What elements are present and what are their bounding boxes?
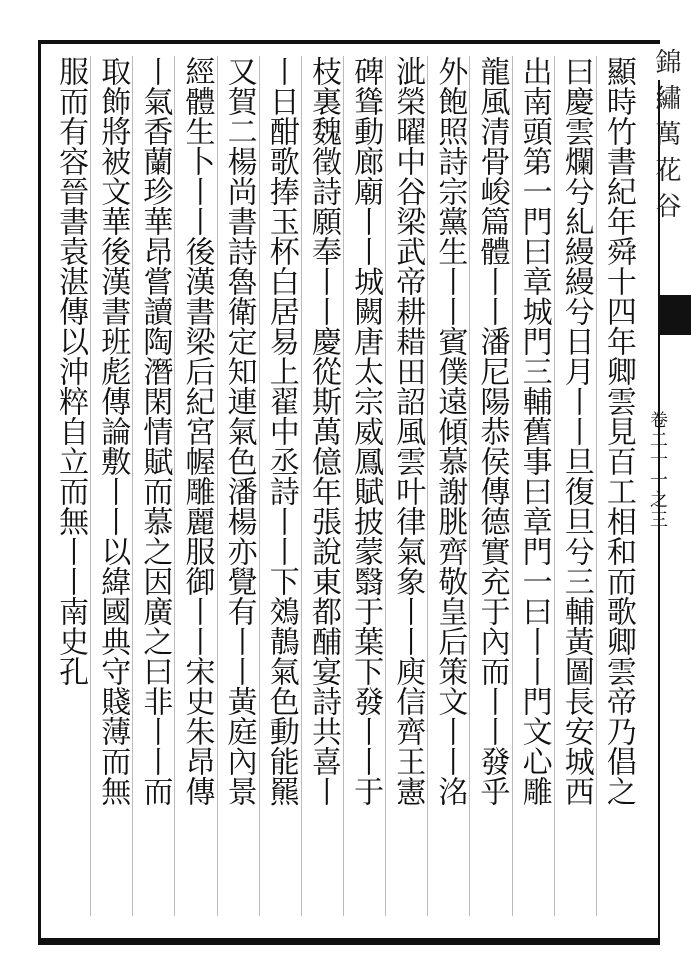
text-column: 又賀二楊尚書詩魯衛定知連氣色潘楊亦覺有丨丨黃庭內景	[217, 56, 259, 916]
text-column: 外飽照詩宗黨生丨丨賓僕遠傾慕謝朓齊敬皇后策文丨丨洺	[427, 56, 469, 916]
text-column: 曰慶雲爛兮糺縵縵兮日月丨丨旦復旦兮三輔黃圖長安城西	[554, 56, 596, 916]
text-column: 經體生卜丨丨後漢書梁后紀宮幄雕麗服御丨丨宋史朱昂傳	[174, 56, 216, 916]
text-column: 出南頭第一門曰章城門三輔舊事曰章門一曰丨丨門文心雕	[512, 56, 554, 916]
text-column: 碑聳動廊廟丨丨城闕唐太宗威鳳賦披蒙翳于葉下發丨丨于	[343, 56, 385, 916]
text-column: 枝裏魏徵詩願奉丨丨慶從斯萬億年張說東都酺宴詩共喜丨	[301, 56, 343, 916]
text-columns	[48, 56, 638, 916]
margin-book-title: 錦繡萬花谷	[651, 48, 681, 228]
text-column: 丨氣香蘭珍華昂嘗讀陶潛閑情賦而慕之因廣之曰非丨丨而	[132, 56, 174, 916]
text-column: 顯時竹書紀年舜十四年卿雲見百工相和而歌卿雲帝乃倡之	[596, 56, 638, 916]
text-column: 丨日酣歌捧玉杯白居易上翟中丞詩丨丨下鵁鶄氣色動能羆	[259, 56, 301, 916]
frame-bottom-border	[38, 938, 660, 943]
text-column: 服而有容晉書袁湛傳以沖粹自立而無丨丨南史孔	[53, 56, 89, 686]
text-column: 泚榮曜中谷梁武帝耕耤田詔風雲叶律氣象丨丨庾信齊王憲	[385, 56, 427, 916]
text-column: 取飾將被文華後漢書班彪傳論敷丨丨以緯國典守賤薄而無	[90, 56, 132, 916]
margin-section-label: 卷二十一之三	[647, 410, 668, 530]
text-column: 龍風清骨峻篇體丨丨潘尼陽恭侯傳德實充于內而丨丨發乎	[469, 56, 511, 916]
fish-tail-mark	[658, 295, 691, 335]
